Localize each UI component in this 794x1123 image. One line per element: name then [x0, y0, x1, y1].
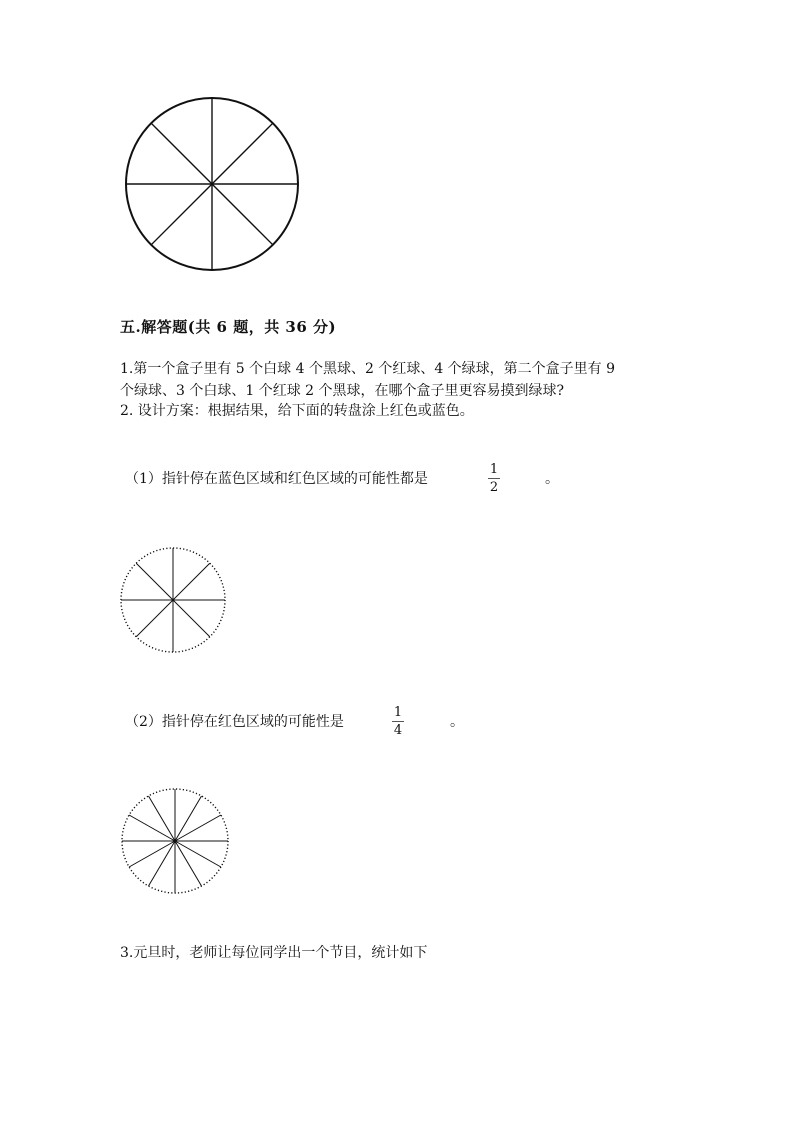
- spinner-divider-line: [151, 123, 212, 184]
- spinner-8-sectors-middle: [119, 546, 229, 656]
- spinner-divider-line: [136, 600, 173, 637]
- spinner-divider-line: [149, 796, 176, 841]
- fraction-denominator: 2: [489, 480, 499, 495]
- spinner-divider-line: [173, 600, 210, 637]
- spinner-divider-line: [129, 841, 175, 867]
- question-2-part-2-text: （2）指针停在红色区域的可能性是: [125, 714, 344, 730]
- section-title: 五.解答题(共 6 题，共 36 分): [120, 318, 337, 336]
- fraction-one-half: [484, 463, 504, 494]
- spinner-divider-line: [136, 563, 173, 600]
- question-1-line-2: 个绿球、3 个白球、1 个红球 2 个黑球，在哪个盒子里更容易摸到绿球?: [120, 383, 565, 399]
- spinner-8-sectors-top: [126, 98, 306, 248]
- question-2-part-1-period: 。: [545, 471, 559, 487]
- fraction-one-quarter: [388, 706, 408, 737]
- spinner-divider-line: [175, 815, 221, 841]
- spinner-divider-line: [129, 815, 175, 841]
- spinner-divider-line: [175, 841, 221, 867]
- spinner-divider-line: [151, 184, 212, 245]
- spinner-divider-line: [149, 841, 176, 886]
- fraction-numerator: 1: [489, 462, 499, 477]
- fraction-numerator: 1: [393, 705, 403, 720]
- spinner-divider-line: [175, 841, 202, 886]
- question-2-part-2: [125, 711, 344, 731]
- question-1-line-1: 1.第一个盒子里有 5 个白球 4 个黑球、2 个红球、4 个绿球，第二个盒子里有 9: [120, 361, 616, 377]
- spinner-divider-line: [175, 796, 202, 841]
- spinner-divider-line: [212, 123, 273, 184]
- question-2-part-1-text: （1）指针停在蓝色区域和红色区域的可能性都是: [125, 471, 428, 487]
- fraction-denominator: 4: [393, 723, 403, 738]
- question-2-line: 2. 设计方案：根据结果，给下面的转盘涂上红色或蓝色。: [120, 403, 474, 419]
- spinner-divider-line: [212, 184, 273, 245]
- question-2-part-2-period: 。: [450, 714, 464, 730]
- spinner-12-sectors-bottom: [118, 787, 232, 901]
- question-2-part-1: [125, 468, 428, 488]
- spinner-divider-line: [173, 563, 210, 600]
- question-3-line: 3.元旦时，老师让每位同学出一个节目，统计如下: [120, 945, 428, 961]
